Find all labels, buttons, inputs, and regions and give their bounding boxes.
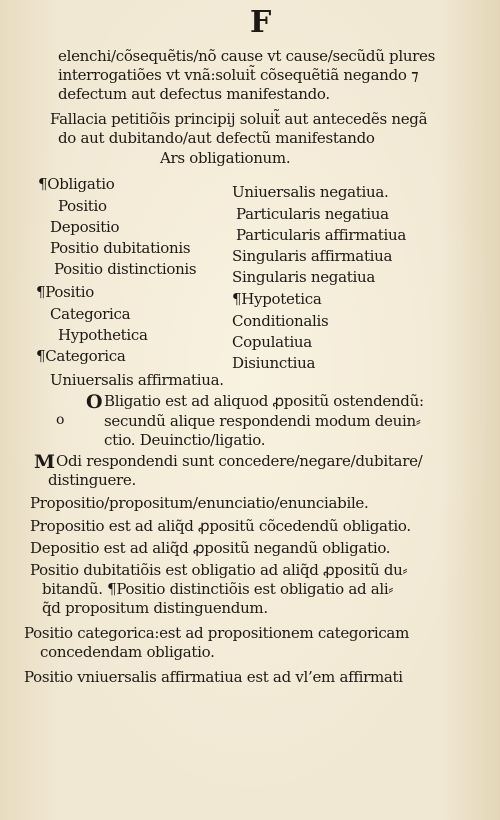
text-line: concedendam obligatio.	[40, 643, 215, 661]
text-line: Positio categorica:est ad propositionem categoricam	[24, 624, 409, 642]
tree-left-item: Positio	[58, 197, 107, 215]
tree-right-item: Singularis negatiua	[232, 268, 375, 286]
text-line: Propositio/propositum/enunciatio/enunciabile.	[30, 494, 369, 512]
tree-right-item: Singularis affirmatiua	[232, 247, 393, 265]
text-line: elenchi/cõsequẽtis/nõ cause vt cause/secũdũ plures	[58, 47, 436, 65]
tree-left-item: ¶Obligatio	[38, 175, 115, 193]
text-line: q̃d propositum distinguendum.	[42, 599, 268, 617]
text-line: Fallacia petitiõis principij soluit̃ aut antecedẽs negã	[50, 110, 428, 128]
text-line: Bligatio est ad aliquod ꝓpositũ ostendendũ:	[104, 392, 424, 410]
section-heading: Ars obligationum.	[160, 149, 291, 167]
text-line: Positio vniuersalis affirmatiua est ad vl’em affirmati	[24, 668, 403, 686]
tree-last-item: Uniuersalis affirmatiua.	[50, 371, 224, 389]
text-line: Depositio est ad aliq̃d ꝓpositũ negandũ obligatio.	[30, 539, 391, 557]
initial-letter: M	[34, 451, 56, 473]
tree-right-item: ¶Hypotetica	[232, 290, 322, 308]
tree-left-item: ¶Categorica	[36, 347, 126, 365]
text-line: Propositio est ad aliq̃d ꝓpositũ cõcedendũ obligatio.	[30, 517, 411, 535]
tree-left-item: Hypothetica	[58, 326, 148, 344]
text-line: interrogatiões vt vnã:soluit̃ cõsequẽtiã negando ⁊	[58, 66, 419, 84]
tree-left-item: Positio dubitationis	[50, 239, 191, 257]
text-line: Positio dubitatiõis est obligatio ad aliq̃d ꝓpositũ du⸗	[30, 561, 408, 579]
text-line: bitandũ. ¶Positio distinctiõis est obligatio ad ali⸗	[42, 580, 394, 598]
text-line: secundũ alique respondendi modum deuin⸗	[104, 412, 421, 430]
initial-letter: O	[86, 391, 103, 413]
text-line: distinguere.	[48, 471, 136, 489]
text-line: defectum aut defectus manifestando.	[58, 85, 330, 103]
tree-right-item: Copulatiua	[232, 333, 312, 351]
tree-left-item: Depositio	[50, 218, 120, 236]
tree-right-item: Uniuersalis negatiua.	[232, 183, 389, 201]
tree-left-item: ¶Positio	[36, 283, 95, 301]
tree-right-item: Particularis negatiua	[236, 205, 389, 223]
text-line: ctio. Deuinctio/ligatio.	[104, 431, 266, 449]
signature-mark: F	[250, 5, 272, 40]
tree-right-item: Particularis affirmatiua	[236, 226, 407, 244]
text-line: Odi respondendi sunt concedere/negare/dubitare/	[56, 452, 423, 470]
text-line: do aut dubitando/aut defectũ manifestando	[58, 129, 375, 147]
tree-left-item: Categorica	[50, 305, 131, 323]
tree-right-item: Conditionalis	[232, 312, 329, 330]
margin-mark: o	[56, 412, 65, 428]
tree-left-item: Positio distinctionis	[54, 260, 197, 278]
tree-right-item: Disiunctiua	[232, 354, 316, 372]
